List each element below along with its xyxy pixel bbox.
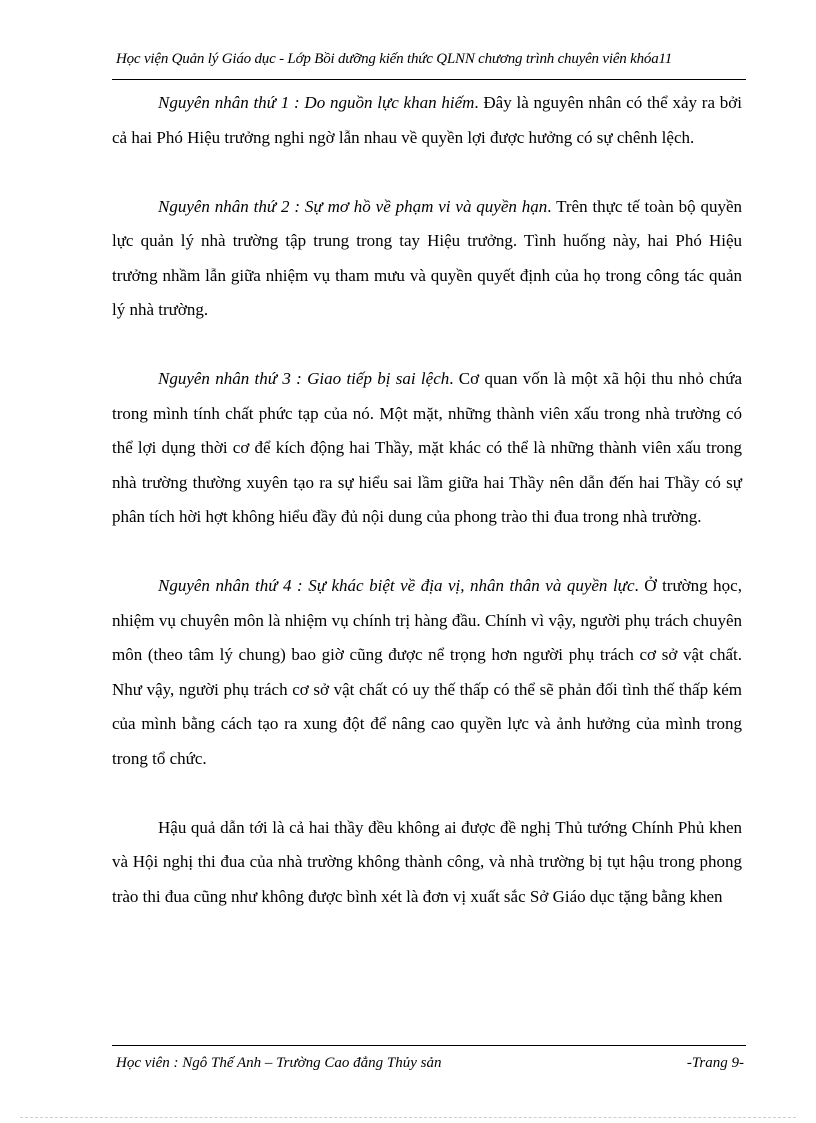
paragraph-lead: Nguyên nhân thứ 4 : Sự khác biệt về địa vị, nhân thân và quyền lực	[158, 576, 635, 595]
footer-author: Học viên : Ngô Thế Anh – Trường Cao đẳng Thủy sản	[116, 1055, 442, 1071]
paragraph-text: . Trên thực tế toàn bộ quyền lực quản lý nhà trường tập trung trong tay Hiệu trưởng. Tình huống này, hai Phó Hiệu trưởng nhầm lẫn giữa nhiệm vụ tham mưu và quyền quyết định của họ trong công tác quản lý nhà trường.	[112, 196, 742, 319]
paragraph-lead: Nguyên nhân thứ 1 : Do nguồn lực khan hiếm	[158, 93, 475, 112]
paragraph-text: . Ở trường học, nhiệm vụ chuyên môn là nhiệm vụ chính trị hàng đầu. Chính vì vậy, người phụ trách chuyên môn (theo tâm lý chung) bao giờ cũng được nể trọng hơn người phụ trách cơ sở vật chất. Như vậy, người phụ trách cơ sở vật chất có uy thế thấp có thể sẽ phản đối tình thế thấp kém của mình bằng cách tạo ra xung đột để nâng cao quyền lực và ảnh hưởng của mình trong trong tổ chức.	[112, 576, 742, 768]
paragraph-text: . Cơ quan vốn là một xã hội thu nhỏ chứa trong mình tính chất phức tạp của nó. Một mặt, những thành viên xấu trong nhà trường có thể lợi dụng thời cơ để kích động hai Thầy, mặt khác có thể là những thành viên xấu trong nhà trường thường xuyên tạo ra sự hiểu sai lầm giữa hai Thầy nên dẫn đến hai Thầy có sự phân tích hời hợt không hiểu đầy đủ nội dung của phong trào thi đua trong nhà trường.	[112, 369, 742, 526]
paragraph-cause-1	[112, 86, 742, 155]
page-edge-divider	[20, 1117, 796, 1118]
paragraph-text: . Đây là nguyên nhân có thể xảy ra bởi cả hai Phó Hiệu trưởng nghi ngờ lẫn nhau về quyền lợi được hưởng có sự chênh lệch.	[112, 93, 742, 147]
header-rule	[112, 79, 746, 80]
paragraph-lead: Nguyên nhân thứ 2 : Sự mơ hồ về phạm vi và quyền hạn	[158, 196, 548, 216]
paragraph-cause-3	[112, 362, 742, 535]
paragraph-cause-4	[112, 569, 742, 776]
page-header: Học viện Quản lý Giáo dục - Lớp Bồi dưỡng kiến thức QLNN chương trình chuyên viên khóa11	[116, 51, 672, 67]
page-footer	[116, 1055, 744, 1072]
paragraph-lead: Nguyên nhân thứ 3 : Giao tiếp bị sai lệch	[158, 369, 450, 388]
paragraph-cause-2	[112, 190, 742, 328]
paragraph-text: Hậu quả dẫn tới là cả hai thầy đều không ai được đề nghị Thủ tướng Chính Phủ khen và Hội nghị thi đua của nhà trường không thành công, và nhà trường bị tụt hậu trong phong trào thi đua cũng như không được bình xét là đơn vị xuất sắc Sở Giáo dục tặng bằng khen	[112, 817, 742, 906]
footer-rule	[112, 1045, 746, 1046]
page-number: -Trang 9-	[686, 1055, 744, 1071]
document-body	[112, 86, 742, 949]
paragraph-consequence	[112, 811, 742, 915]
